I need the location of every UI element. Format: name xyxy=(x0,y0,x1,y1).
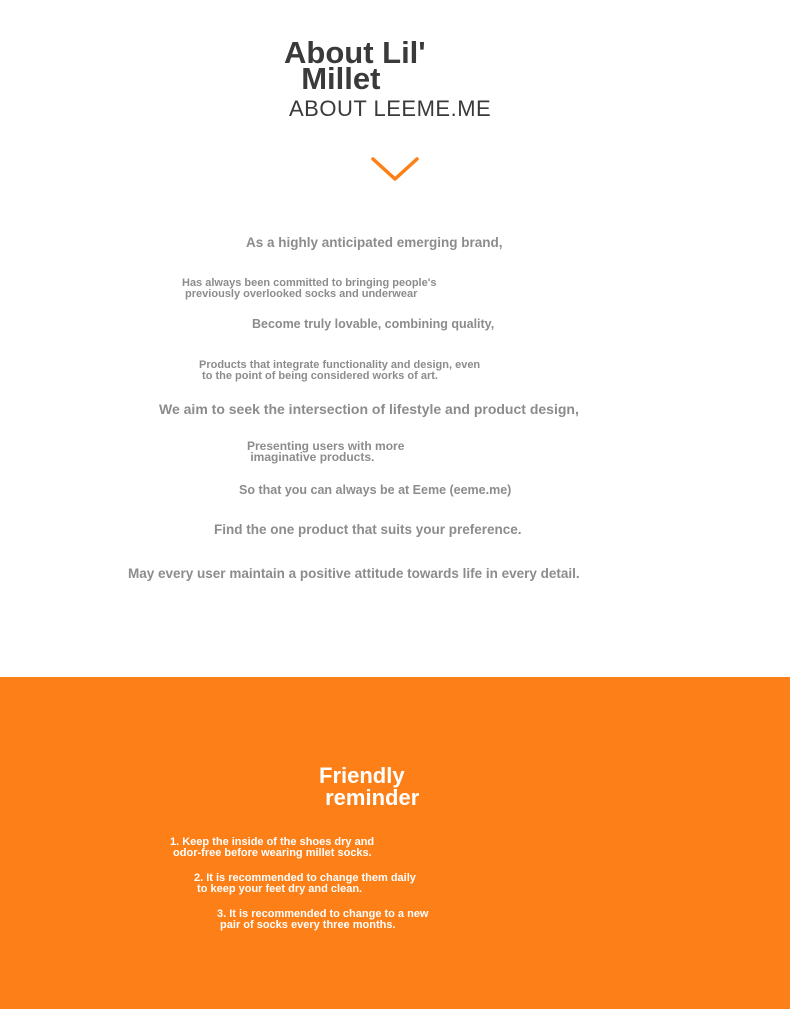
about-line-2: Has always been committed to bringing people's previously overlooked socks and underwear xyxy=(182,277,437,300)
about-line-8: Find the one product that suits your preference. xyxy=(214,522,522,537)
reminder-title: Friendly reminder xyxy=(319,763,420,810)
about-line-6: Presenting users with more imaginative products. xyxy=(247,439,405,464)
about-line-3: Become truly lovable, combining quality, xyxy=(252,317,495,331)
about-line-7: So that you can always be at Eeme (eeme.me) xyxy=(239,483,512,497)
page-subtitle: ABOUT LEEME.ME xyxy=(289,96,492,121)
reminder-item-1: 1. Keep the inside of the shoes dry and odor-free before wearing millet socks. xyxy=(170,836,375,859)
page-title: About Lil' Millet xyxy=(284,35,426,96)
about-line-5: We aim to seek the intersection of lifestyle and product design, xyxy=(159,401,579,417)
chevron-down-icon xyxy=(370,156,420,184)
about-line-4: Products that integrate functionality and design, even to the point of being considered works of art. xyxy=(199,359,481,382)
about-line-9: May every user maintain a positive attitude towards life in every detail. xyxy=(128,566,580,581)
reminder-section xyxy=(0,677,790,1009)
about-line-1: As a highly anticipated emerging brand, xyxy=(246,235,503,250)
reminder-item-3: 3. It is recommended to change to a new pair of socks every three months. xyxy=(217,908,429,931)
reminder-item-2: 2. It is recommended to change them daily to keep your feet dry and clean. xyxy=(194,872,416,895)
